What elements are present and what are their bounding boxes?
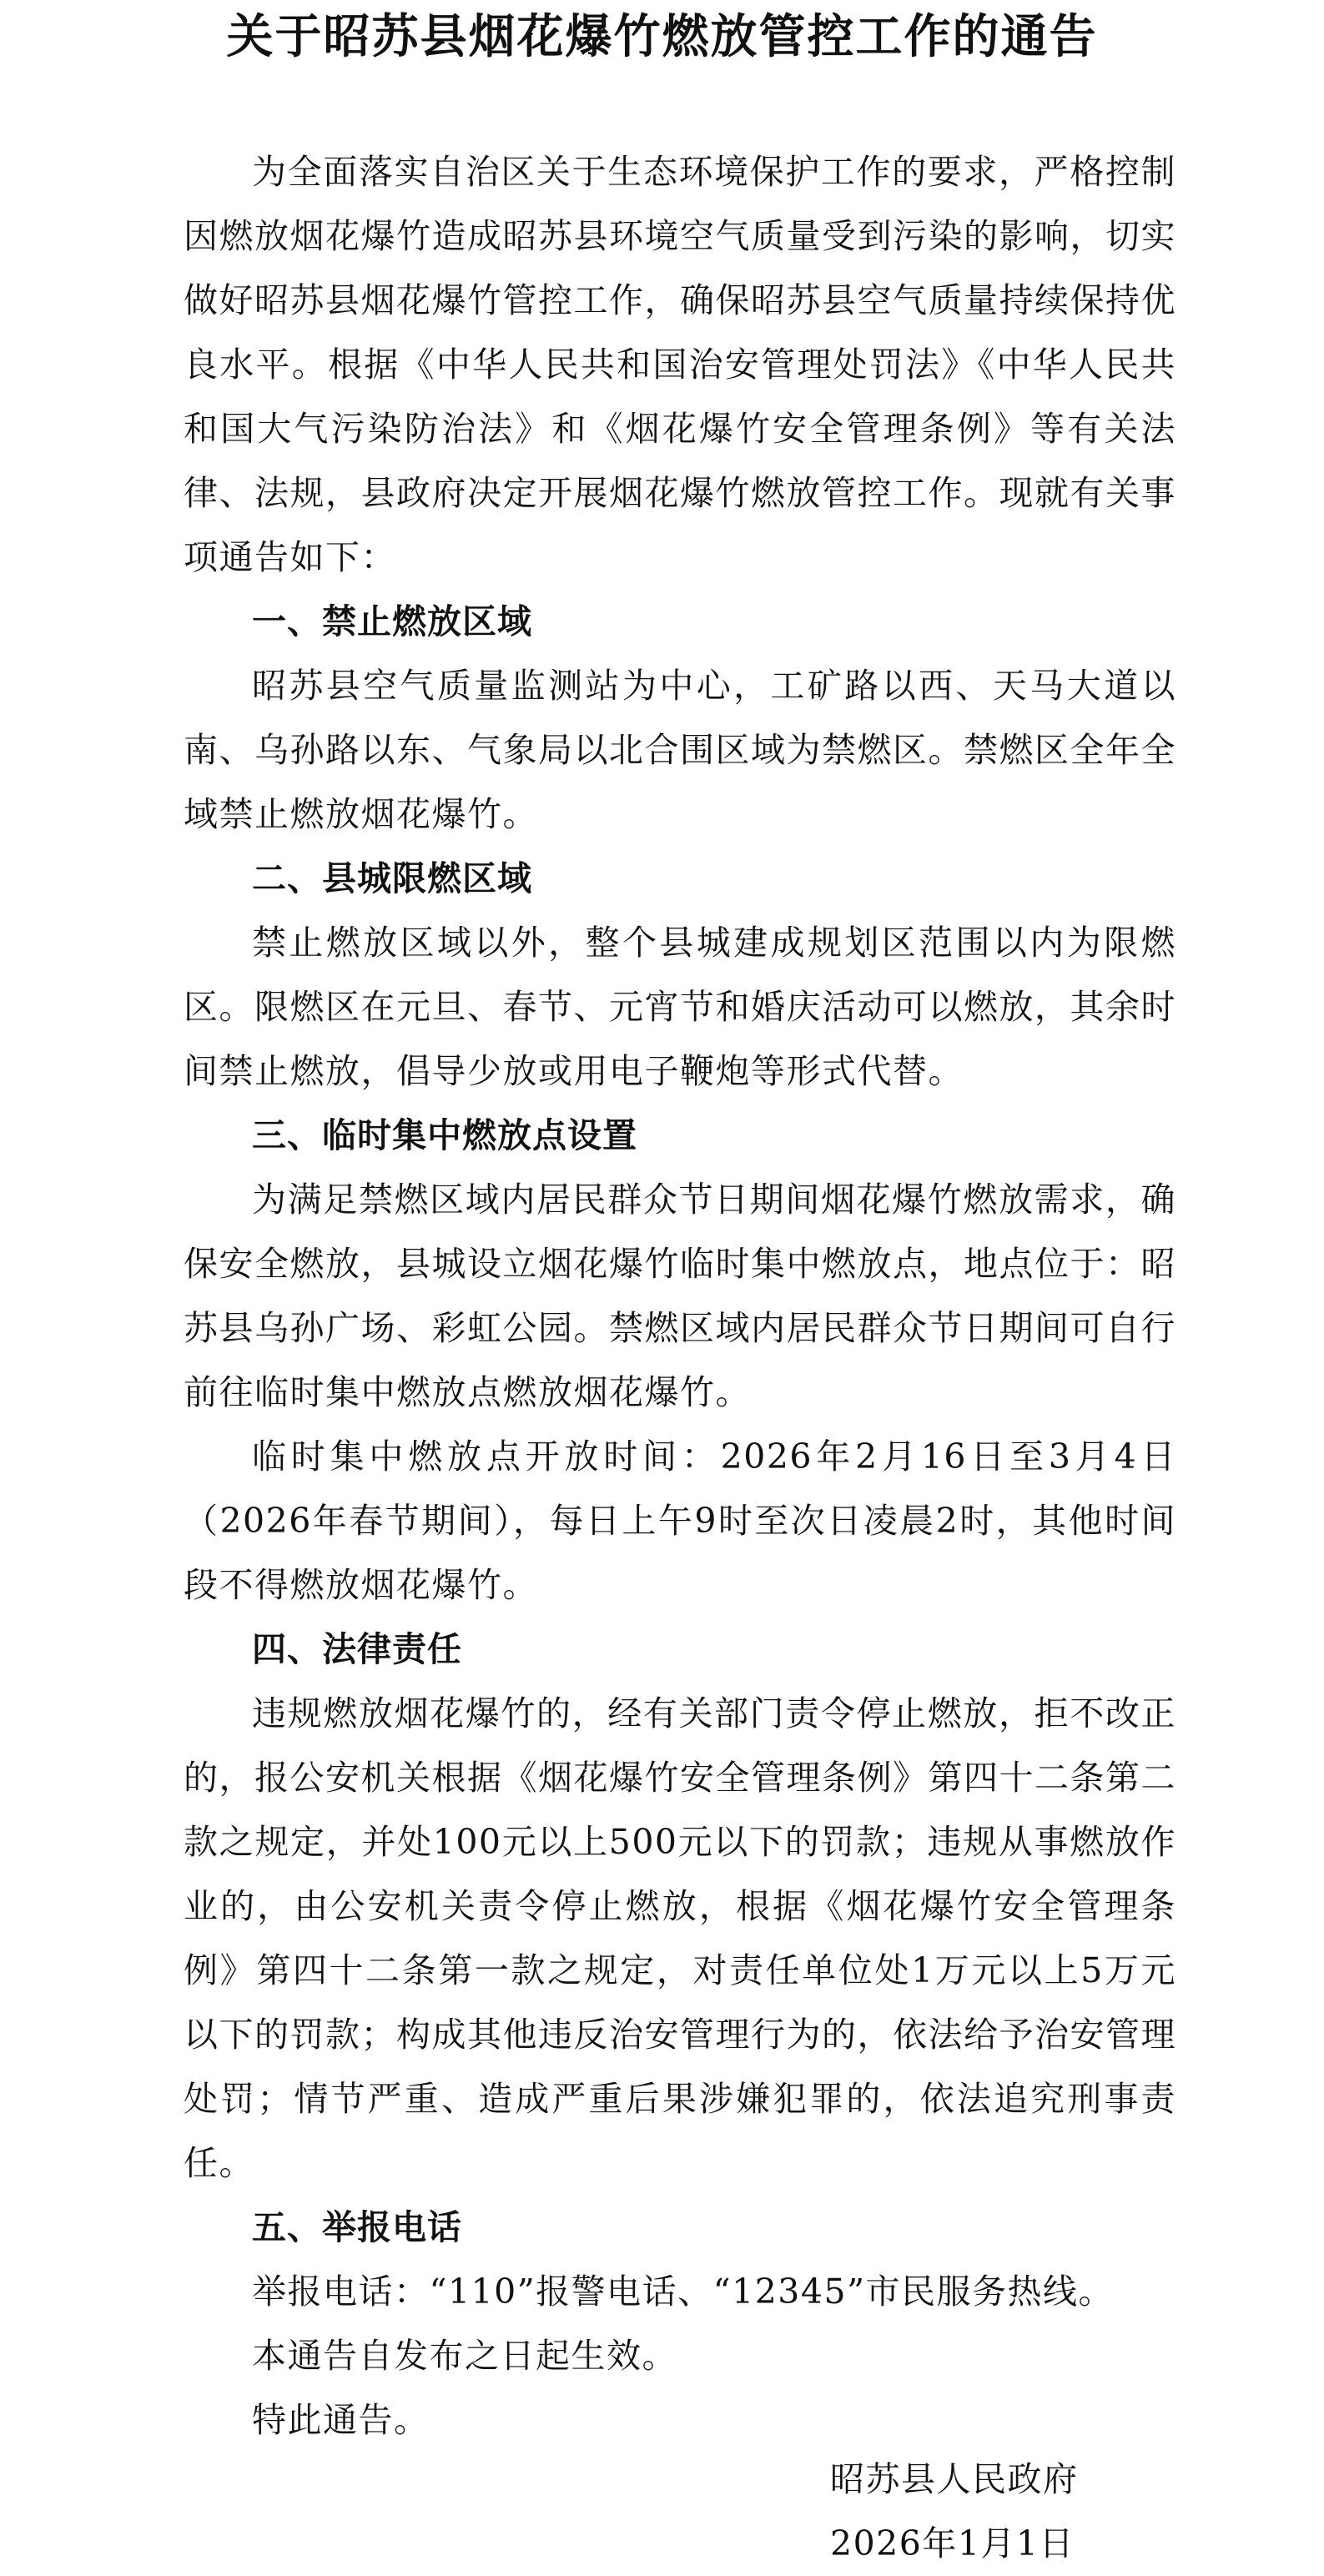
section-paragraph-prohibited-area: 昭苏县空气质量监测站为中心，工矿路以西、天马大道以南、乌孙路以东、气象局以北合围区域为禁燃区。禁燃区全年全域禁止燃放烟花爆竹。 [184,666,1176,834]
section-heading-report-hotline: 五、举报电话 [252,2207,462,2247]
section-heading-temporary-sites: 三、临时集中燃放点设置 [252,1115,637,1155]
signature-block [830,2448,1079,2576]
section-paragraph-opening-hours: 临时集中燃放点开放时间：2026年2月16日至3月4日（2026年春节期间），每日上午9时至次日凌晨2时，其他时间段不得燃放烟花爆竹。 [184,1436,1176,1605]
section-heading-legal-liability: 四、法律责任 [252,1629,462,1669]
section-paragraph-restricted-area: 禁止燃放区域以外，整个县城建成规划区范围以内为限燃区。限燃区在元旦、春节、元宵节和婚庆活动可以燃放，其余时间禁止燃放，倡导少放或用电子鞭炮等形式代替。 [184,923,1176,1091]
section-paragraph-hotline-numbers: 举报电话：“110”报警电话、“12345”市民服务热线。 [252,2272,1115,2312]
section-paragraph-temporary-sites: 为满足禁燃区域内居民群众节日期间烟花爆竹燃放需求，确保安全燃放，县城设立烟花爆竹临时集中燃放点，地点位于：昭苏县乌孙广场、彩虹公园。禁燃区域内居民群众节日期间可自行前往临时集中燃放点燃放烟花爆竹。 [184,1180,1176,1412]
issue-date: 2026年1月1日 [830,2523,1075,2563]
document-title: 关于昭苏县烟花爆竹燃放管控工作的通告 [226,9,1098,64]
section-paragraph-effective-date: 本通告自发布之日起生效。 [252,2336,677,2376]
issuer-name: 昭苏县人民政府 [830,2459,1079,2499]
section-paragraph-legal-liability: 违规燃放烟花爆竹的，经有关部门责令停止燃放，拒不改正的，报公安机关根据《烟花爆竹安全管理条例》第四十二条第二款之规定，并处100元以上500元以下的罚款；违规从事燃放作业的，由公安机关责令停止燃放，根据《烟花爆竹安全管理条例》第四十二条第一款之规定，对责任单位处1万元以上5万元以下的罚款；构成其他违反治安管理行为的，依法给予治安管理处罚；情节严重、造成严重后果涉嫌犯罪的，依法追究刑事责任。 [184,1693,1176,2183]
section-paragraph-closing: 特此通告。 [252,2400,430,2440]
document-body [184,140,1176,2453]
section-heading-prohibited-area: 一、禁止燃放区域 [252,601,532,641]
intro-paragraph: 为全面落实自治区关于生态环境保护工作的要求，严格控制因燃放烟花爆竹造成昭苏县环境空气质量受到污染的影响，切实做好昭苏县烟花爆竹管控工作，确保昭苏县空气质量持续保持优良水平。根据《中华人民共和国治安管理处罚法》《中华人民共和国大气污染防治法》和《烟花爆竹安全管理条例》等有关法律、法规，县政府决定开展烟花爆竹燃放管控工作。现就有关事项通告如下： [184,152,1176,577]
section-heading-restricted-area: 二、县城限燃区域 [252,858,532,898]
